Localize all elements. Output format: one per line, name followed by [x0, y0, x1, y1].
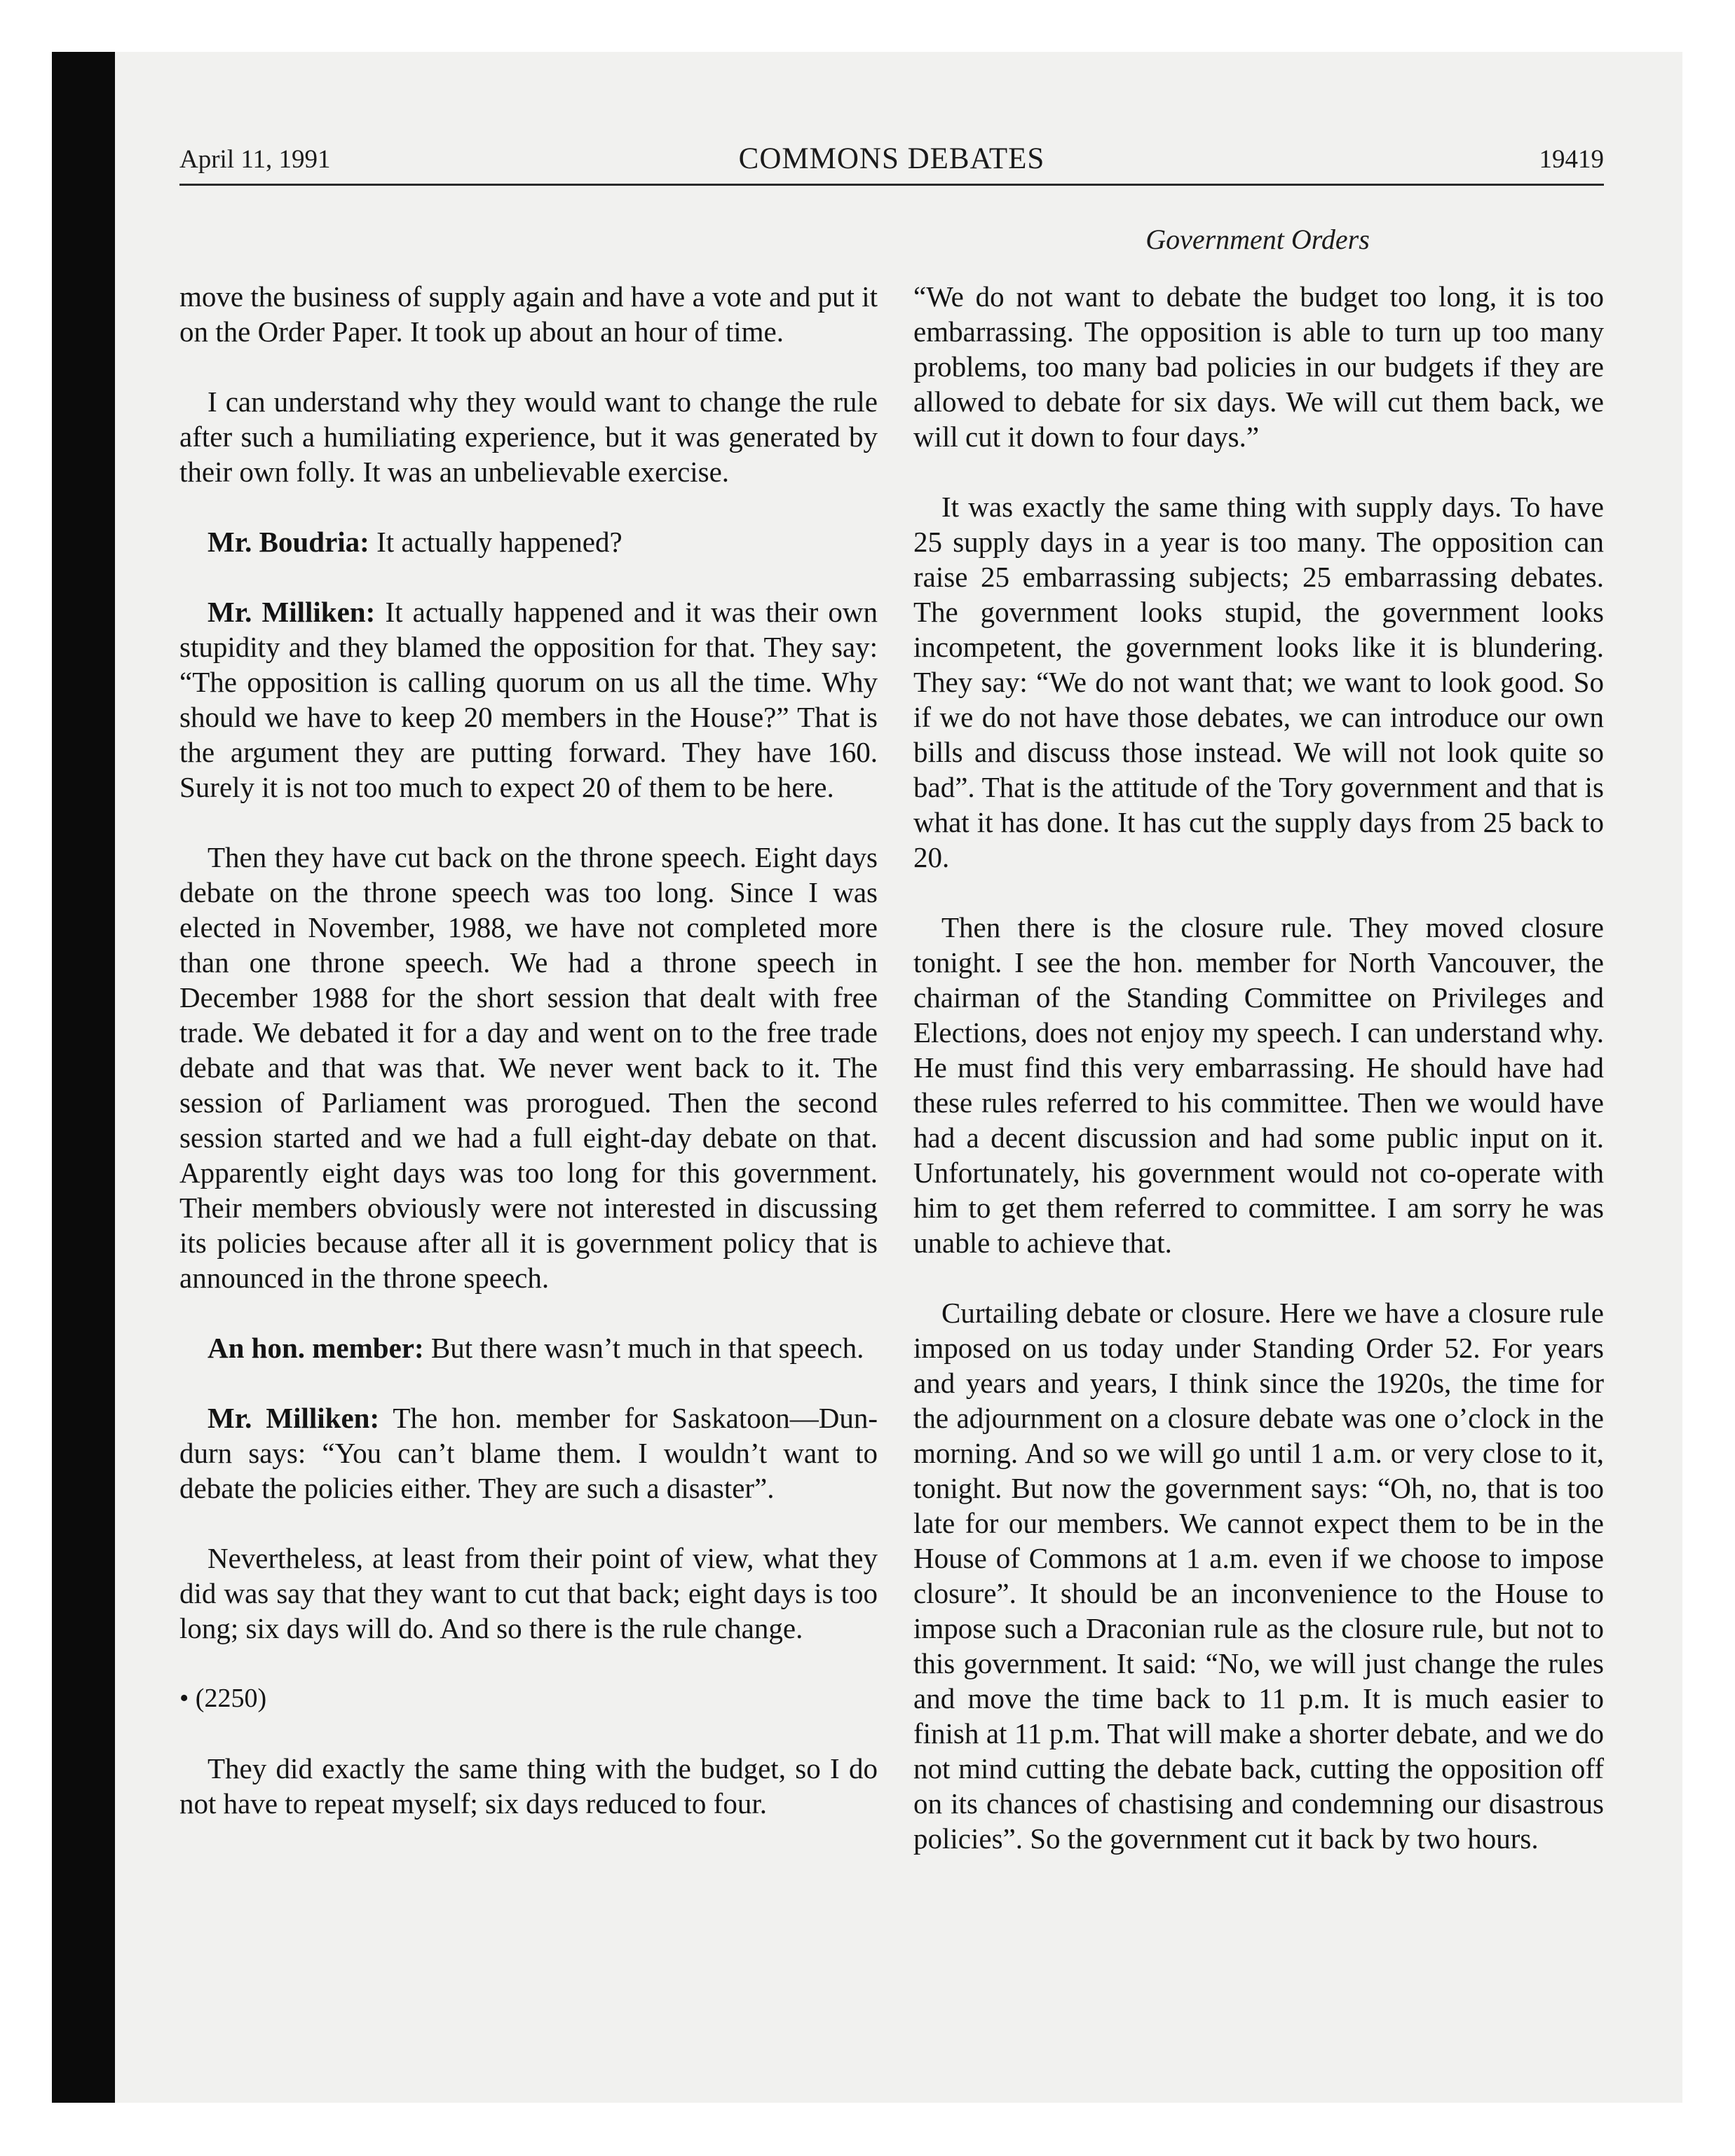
speech-text: It actually happened?: [369, 526, 622, 558]
paragraph: Nevertheless, at least from their point of view, what they did was say that they want to cut that back; eight days is too long; six days will do. And so there is the rule change.: [179, 1542, 878, 1644]
speech-paragraph: [179, 594, 878, 805]
running-header: [179, 139, 1604, 184]
speaker-name: Mr. Milliken:: [207, 1402, 380, 1434]
speech-text: It actually happened and it was their own stupidity and they blamed the opposition for that. They say: “The opposition is calling quorum on us all the time. Why should we have to keep 20 members in the House?” That is the argument they are putting forward. They have 160. Surely it is not too much to expect 20 of them to be here.: [179, 596, 878, 803]
time-marker: • (2250): [179, 1684, 267, 1713]
header-date: April 11, 1991: [179, 145, 331, 174]
speech-paragraph: [179, 524, 878, 559]
header-page-number: 19419: [1539, 145, 1604, 174]
speech-paragraph: [179, 1330, 878, 1365]
speaker-name: Mr. Boudria:: [207, 526, 369, 558]
paragraph: move the business of supply again and have a vote and put it on the Order Paper. It took up about an hour of time.: [179, 280, 878, 348]
paragraph: Then there is the closure rule. They moved closure tonight. I see the hon. member for North Vancouver, the chairman of the Standing Committee on Privileges and Elections, does not enjoy my speech. I can understand why. He must find this very embarrassing. He should have had these rules referred to his committee. Then we would have had a decent discussion and had some public input on it. Unfortunately, his government would not co-operate with him to get them referred to committee. I am sorry he was unable to achieve that.: [913, 911, 1604, 1259]
section-label: Government Orders: [1145, 224, 1370, 255]
header-title: COMMONS DEBATES: [738, 142, 1045, 175]
paragraph: “We do not want to debate the budget too long, it is too embarrassing. The opposition is able to turn up too many problems, too many bad policies in our budgets if they are allowed to debate for six days. We will cut them back, we will cut it down to four days.”: [913, 280, 1604, 453]
paragraph: It was exactly the same thing with supply days. To have 25 supply days in a year is too many. The opposition can raise 25 embarrassing subjects; 25 embarrassing debates. The government looks stupid, the government looks incompetent, the government looks like it is blundering. They say: “We do not want that; we want to look good. So if we do not have those debates, we can introduce our own bills and discuss those instead. We will not look quite so bad”. That is the attitude of the Tory government and that is what it has done. It has cut the supply days from 25 back to 20.: [913, 491, 1604, 873]
paragraph: I can understand why they would want to change the rule after such a humiliating experience, but it was generated by their own folly. It was an unbelievable exercise.: [179, 386, 878, 488]
right-column: [913, 279, 1604, 1891]
speech-paragraph: [179, 1400, 878, 1506]
scan-binding-edge: [52, 52, 115, 2103]
speech-text: But there wasn’t much in that speech.: [423, 1332, 864, 1364]
left-column: [179, 279, 878, 1856]
speaker-name: Mr. Milliken:: [207, 596, 376, 628]
paragraph: Curtailing debate or closure. Here we have a closure rule imposed on us today under Standing Order 52. For years and years and years, I think since the 1920s, the time for the adjournment on a closure debate was one o’clock in the morning. And so we will go until 1 a.m. or very close to it, tonight. But now the government says: “Oh, no, that is too late for our members. We cannot expect them to be in the House of Commons at 1 a.m. even if we choose to impose closure”. It should be an inconvenience to the House to impose such a Draconian rule as the closure rule, but not to this government. It said: “No, we will just change the rules and move the time back to 11 p.m. It is much easier to finish at 11 p.m. That will make a shorter debate, and we do not mind cutting the debate back, cutting the opposition off on its chances of chastising and condemning our disastrous policies”. So the government cut it back by two hours.: [913, 1297, 1604, 1855]
paragraph: They did exactly the same thing with the budget, so I do not have to repeat myself; six days reduced to four.: [179, 1752, 878, 1820]
speaker-name: An hon. member:: [207, 1332, 424, 1364]
header-rule: [179, 184, 1604, 186]
speech-text: The hon. member for Saskatoon—Dundurn says: “You can’t blame them. I wouldn’t want to debate the policies either. They are such a disaster”.: [179, 1402, 878, 1504]
paragraph: Then they have cut back on the throne speech. Eight days debate on the throne speech was too long. Since I was elected in November, 1988, we have not completed more than one throne speech. We had a throne speech in December 1988 for the short session that dealt with free trade. We debated it for a day and went on to the free trade debate and that was that. We never went back to it. The session of Parliament was prorogued. Then the second session started and we had a full eight-day debate on that. Apparently eight days was too long for this government. Their members obviously were not interested in discussing its policies because after all it is government policy that is announced in the throne speech.: [179, 841, 878, 1294]
